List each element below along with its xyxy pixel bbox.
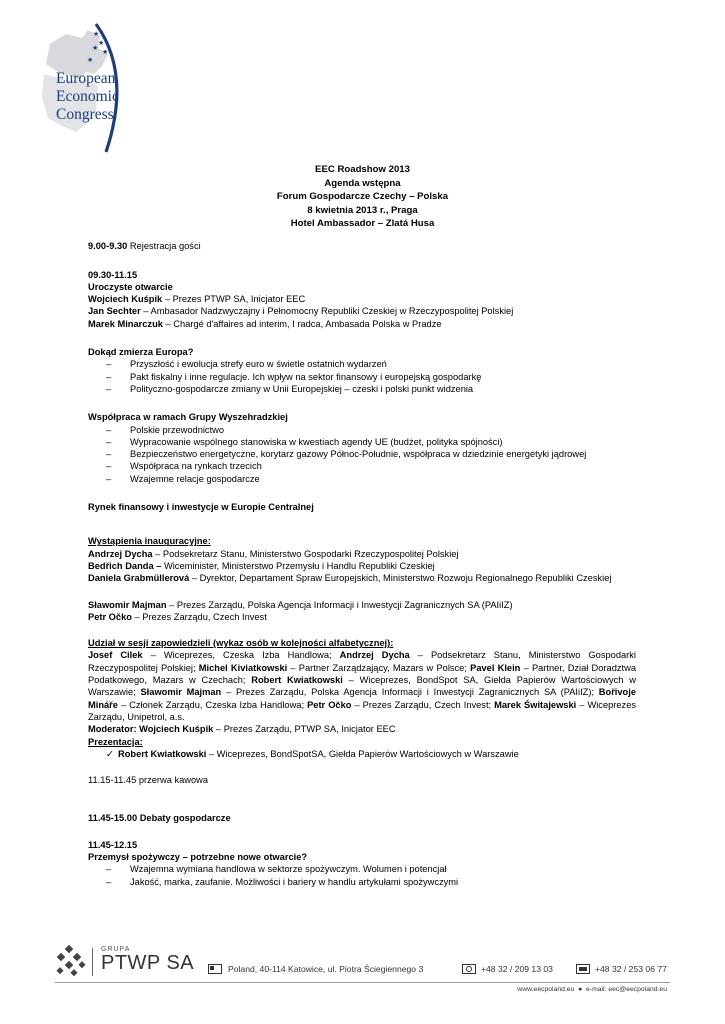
- registration-text: Rejestracja gości: [127, 241, 201, 251]
- list-item: – Jakość, marka, zaufanie. Możliwości i bariery w handlu artykułami spożywczymi: [88, 876, 636, 888]
- checkmark-icon: ✓: [106, 748, 114, 759]
- agenda-body: [88, 240, 636, 888]
- header-event: EEC Roadshow 2013: [315, 164, 410, 175]
- phone-icon: [462, 964, 476, 976]
- eec-logo: [36, 14, 136, 164]
- session-participants: Josef Cilek – Wiceprezes, Czeska Izba Handlowa; Andrzej Dycha – Podsekretarz Stanu, Ministerstwo Gospodarki Rzeczypospolitej Polskiej; Michel Kiviatkowski – Partner Zarządzający, Mazars w Polsce; Pavel Klein – Partner, Dział Doradztwa Podatkowego, Mazars w Czechach; Robert Kwiatkowski – Wiceprezes, BondSpot SA, Giełda Papierów Wartościowych w Warszawie; Sławomir Majman – Prezes Zarządu, Polska Agencja Informacji i Inwestycji Zagranicznych SA (PAIiIZ); Bořivoje Mináře – Członek Zarządu, Czeska Izba Handlowa; Petr Očko – Prezes Zarządu, Czech Invest; Marek Świtajewski – Wiceprezes Zarządu, Unipetrol, a.s.: [88, 650, 637, 722]
- europe-title: Dokąd zmierza Europa?: [88, 347, 194, 358]
- speaker: Bedřich Danda – Wiceminister, Ministerstwo Przemysłu i Handlu Republiki Czeskiej: [88, 560, 435, 571]
- ptwp-logo-icon: [54, 944, 90, 980]
- list-item: – Polskie przewodnictwo: [88, 424, 636, 436]
- food-list: [88, 863, 636, 888]
- speeches-title: Wystąpienia inauguracyjne:: [88, 536, 211, 547]
- header-date: 8 kwietnia 2013 r., Praga: [307, 204, 418, 216]
- opening-person: Marek Minarczuk – Chargé d'affaires ad interim, I radca, Ambasada Polska w Pradze: [88, 318, 442, 329]
- page-footer: [0, 930, 725, 1024]
- fax-icon: [576, 964, 590, 976]
- list-item: – Bezpieczeństwo energetyczne, korytarz gazowy Północ-Południe, współpraca w dziedzinie energetyki jądrowej: [88, 448, 636, 460]
- list-item: – Polityczno-gospodarcze zmiany w Unii Europejskiej – czeski i polski punkt widzenia: [88, 383, 636, 395]
- list-item: – Wzajemna wymiana handlowa w sektorze spożywczym. Wolumen i potencjał: [88, 863, 636, 875]
- footer-brand: PTWP SA: [101, 952, 195, 974]
- moderator-line: Moderator: Wojciech Kuśpik – Prezes Zarządu, PTWP SA, Inicjator EEC: [88, 724, 396, 735]
- opening-person: Jan Sechter – Ambasador Nadzwyczajny i Pełnomocny Republiki Czeskiej w Rzeczypospolitej Polskiej: [88, 306, 514, 317]
- visegrad-title: Współpraca w ramach Grupy Wyszehradzkiej: [88, 412, 288, 423]
- svg-text:★: ★: [98, 39, 105, 47]
- presentation-item: ✓ Robert Kwiatkowski – Wiceprezes, BondSpotSA, Giełda Papierów Wartościowych w Warszawie: [106, 748, 519, 759]
- list-item: – Wzajemne relacje gospodarcze: [88, 473, 636, 485]
- svg-text:★: ★: [87, 56, 94, 64]
- speaker: Petr Očko – Prezes Zarządu, Czech Invest: [88, 611, 267, 622]
- opening-title: Uroczyste otwarcie: [88, 281, 173, 292]
- food-title: Przemysł spożywczy – potrzebne nowe otwarcie?: [88, 851, 308, 862]
- list-item: – Pakt fiskalny i inne regulacje. Ich wpływ na sektor finansowy i europejską gospodarkę: [88, 371, 636, 383]
- debates-title: 11.45-15.00 Debaty gospodarcze: [88, 813, 231, 824]
- svg-text:★: ★: [102, 48, 109, 56]
- opening-person: Wojciech Kuśpik – Prezes PTWP SA, Inicjator EEC: [88, 294, 306, 305]
- logo-line-1: European: [56, 70, 116, 87]
- registration-line: [88, 240, 636, 252]
- speaker: Daniela Grabmüllerová – Dyrektor, Departament Spraw Europejskich, Ministerstwo Rozwoju Regionalnego Republiki Czeskiej: [88, 573, 612, 584]
- list-item: – Współpraca na rynkach trzecich: [88, 460, 636, 472]
- footer-group-label: GRUPA: [101, 946, 131, 953]
- address-icon: [208, 964, 222, 976]
- food-time: 11.45-12.15: [88, 839, 138, 850]
- document-header: [0, 163, 725, 231]
- logo-line-2: Economic: [56, 88, 119, 105]
- session-title: Udział w sesji zapowiedzieli (wykaz osób w kolejności alfabetycznej):: [88, 638, 394, 649]
- footer-phone: +48 32 / 209 13 03: [481, 964, 553, 974]
- footer-address: Poland, 40-114 Katowice, ul. Piotra Ściegiennego 3: [228, 964, 424, 974]
- footer-fax: +48 32 / 253 06 77: [595, 964, 667, 974]
- presentation-title: Prezentacja:: [88, 736, 143, 747]
- footer-email[interactable]: e-mail: eec@eecpoland.eu: [586, 986, 667, 993]
- list-item: – Przyszłość i ewolucja strefy euro w świetle ostatnich wydarzeń: [88, 358, 636, 370]
- europe-list: [88, 358, 636, 395]
- footer-web: www.eecpoland.eu ● e-mail: eec@eecpoland.eu: [517, 986, 667, 993]
- logo-line-3: Congress: [56, 106, 114, 123]
- header-forum: Forum Gospodarcze Czechy – Polska: [276, 191, 449, 203]
- list-item: – Wypracowanie wspólnego stanowiska w kwestiach agendy UE (budżet, polityka spójności): [88, 436, 636, 448]
- visegrad-list: [88, 424, 636, 485]
- opening-time: 09.30-11.15: [88, 269, 138, 280]
- speaker: Sławomir Majman – Prezes Zarządu, Polska Agencja Informacji i Inwestycji Zagranicznych SA (PAIiIZ): [88, 599, 513, 610]
- svg-text:★: ★: [92, 44, 99, 52]
- registration-time: 9.00-9.30: [88, 241, 128, 251]
- speaker: Andrzej Dycha – Podsekretarz Stanu, Ministerstwo Gospodarki Rzeczypospolitej Polskiej: [88, 548, 459, 559]
- finance-title: Rynek finansowy i inwestycje w Europie Centralnej: [88, 502, 314, 513]
- coffee-break: 11.15-11.45 przerwa kawowa: [88, 775, 209, 786]
- footer-website[interactable]: www.eecpoland.eu: [517, 986, 575, 993]
- header-agenda: Agenda wstępna: [324, 177, 401, 189]
- header-venue: Hotel Ambassador – Zlatá Husa: [290, 218, 435, 230]
- svg-text:★: ★: [93, 30, 100, 38]
